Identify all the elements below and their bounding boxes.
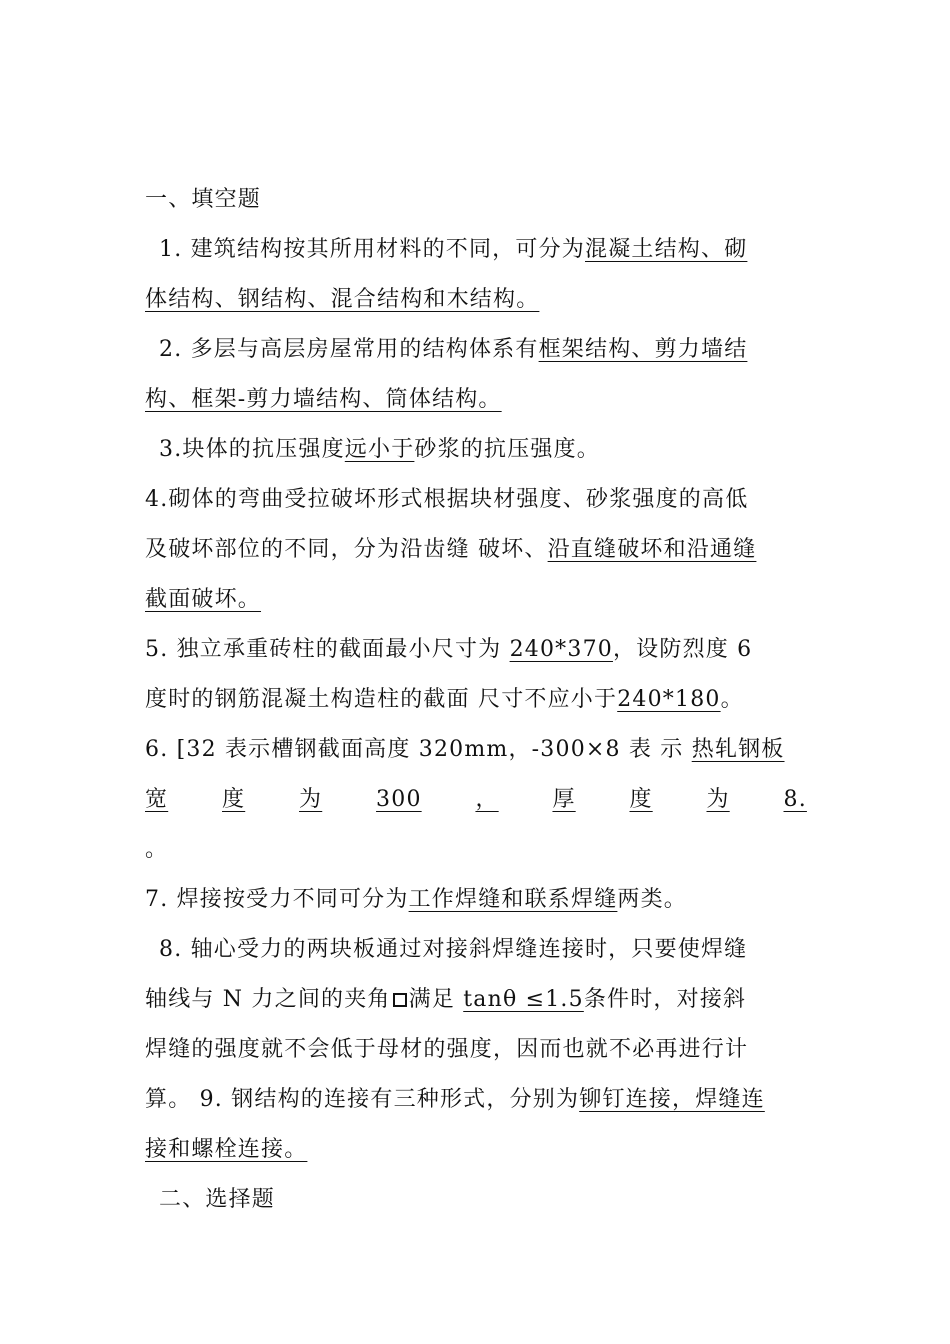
answer-3: 远小于	[344, 437, 415, 462]
question-5-line-2: 度时的钢筋混凝土构造柱的截面 尺寸不应小于240*180。	[145, 687, 744, 712]
question-2-line-1: 2. 多层与高层房屋常用的结构体系有框架结构、剪力墙结	[159, 337, 748, 362]
section-title-fill-in: 一、填空题	[145, 187, 262, 212]
answer-2-part-1: 框架结构、剪力墙结	[538, 337, 748, 362]
answer-1-part-1: 混凝土结构、砌	[585, 237, 748, 262]
question-8-line-1: 8. 轴心受力的两块板通过对接斜焊缝连接时，只要使焊缝	[159, 937, 748, 962]
question-6-line-1: 6. [32 表示槽钢截面高度 320mm，-300×8 表 示 热轧钢板	[145, 737, 785, 762]
answer-8: tanθ ≤1.5	[463, 987, 584, 1012]
question-4-line-2: 及破坏部位的不同，分为沿齿缝 破坏、沿直缝破坏和沿通缝	[145, 537, 757, 562]
question-8-line-2: 轴线与 N 力之间的夹角 满足 tanθ ≤1.5条件时，对接斜	[145, 987, 747, 1012]
section-title-multiple-choice: 二、选择题	[159, 1187, 276, 1212]
answer-7: 工作焊缝和联系焊缝	[408, 887, 618, 912]
question-7-line-1: 7. 焊接按受力不同可分为工作焊缝和联系焊缝两类。	[145, 887, 688, 912]
question-1-line-1: 1. 建筑结构按其所用材料的不同，可分为混凝土结构、砌	[159, 237, 748, 262]
question-4-line-3	[145, 582, 807, 618]
question-5-line-1: 5. 独立承重砖柱的截面最小尺寸为 240*370，设防烈度 6	[145, 637, 753, 662]
question-6-line-3: 。	[145, 837, 169, 862]
answer-2-part-2: 构、框架-剪力墙结构、筒体结构。	[145, 387, 502, 412]
question-6-line-2: 宽 度 为 300 ， 厚 度 为 8.	[145, 787, 807, 812]
question-2-line-2	[145, 382, 807, 418]
question-3-line-1: 3.块体的抗压强度远小于砂浆的抗压强度。	[159, 437, 601, 462]
question-8-line-3: 焊缝的强度就不会低于母材的强度，因而也就不必再进行计	[145, 1037, 749, 1062]
question-9-line-1: 算。 9. 钢结构的连接有三种形式，分别为铆钉连接，焊缝连	[145, 1087, 765, 1112]
answer-4-part-2: 截面破坏。	[145, 587, 262, 612]
answer-1-part-2: 体结构、钢结构、混合结构和木结构。	[145, 287, 540, 312]
answer-5-part-2: 240*180	[617, 687, 721, 712]
answer-9-part-1: 铆钉连接，焊缝连	[579, 1087, 765, 1112]
question-9-line-2	[145, 1132, 807, 1168]
answer-5-part-1: 240*370	[509, 637, 613, 662]
checkbox-glyph-icon	[393, 993, 407, 1007]
answer-6-part-1: 热轧钢板	[691, 737, 785, 762]
answer-9-part-2: 接和螺栓连接。	[145, 1137, 308, 1162]
question-1-line-2	[145, 282, 807, 318]
answer-4-part-1: 沿直缝破坏和沿通缝	[547, 537, 757, 562]
question-4-line-1: 4.砌体的弯曲受拉破坏形式根据块材强度、砂浆强度的高低	[145, 487, 749, 512]
